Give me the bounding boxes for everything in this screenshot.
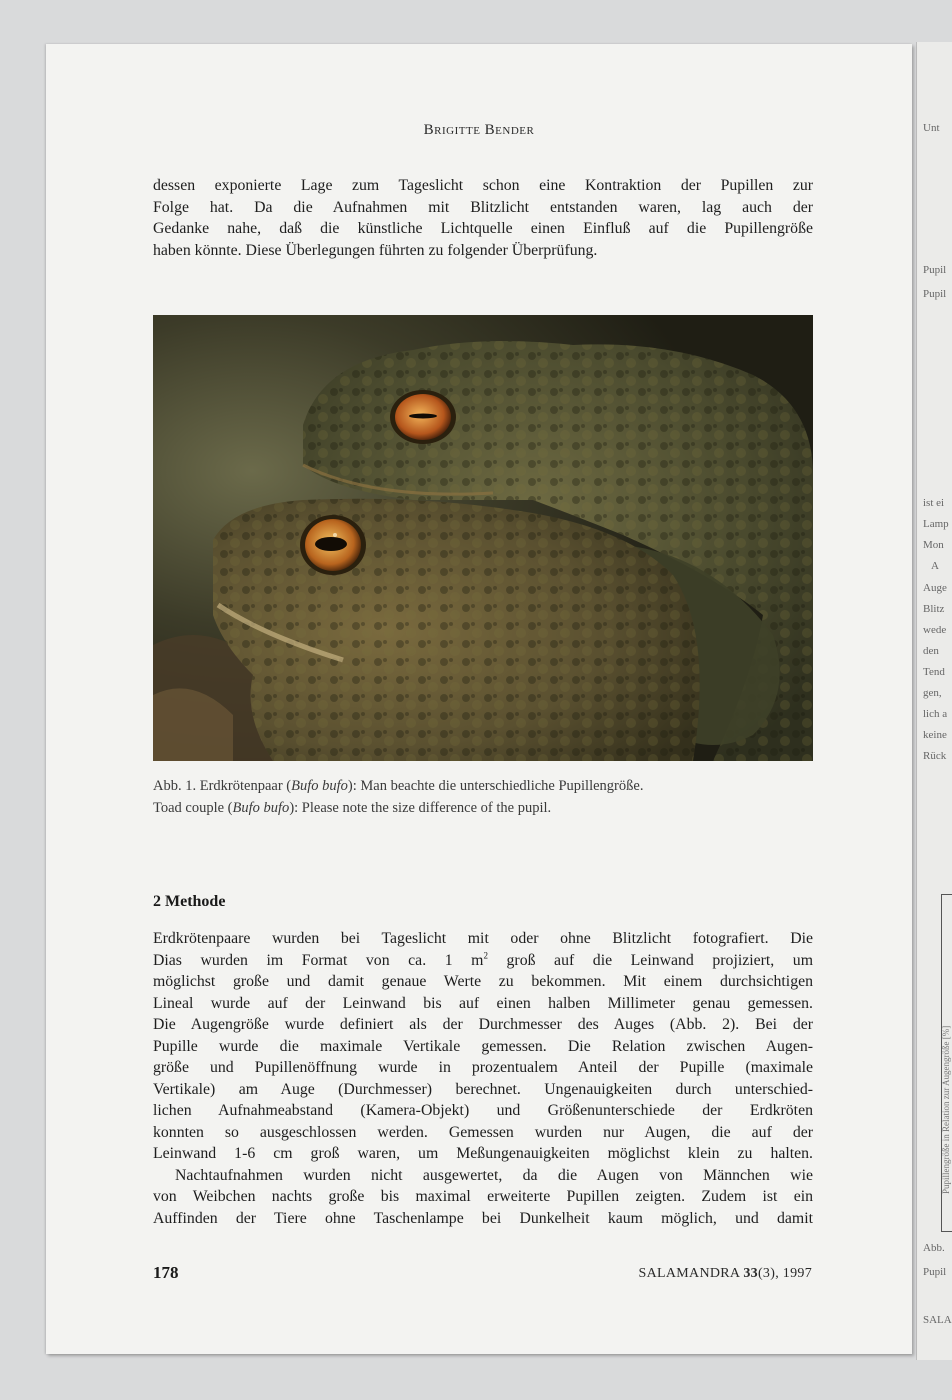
intro-paragraph <box>153 175 813 261</box>
method-paragraph <box>153 928 813 1229</box>
facing-page-fragment: ist ei <box>923 497 945 509</box>
journal-page <box>46 44 912 1354</box>
caption-text: Toad couple ( <box>153 800 233 816</box>
superscript: 2 <box>483 950 488 961</box>
text-fragment: Dias wurden im Format von ca. 1 m <box>153 951 484 969</box>
caption-text: Abb. 1. Erdkrötenpaar ( <box>153 778 292 794</box>
facing-page-fragment: Unt <box>923 122 940 134</box>
facing-page-fragment: Auge <box>923 582 947 594</box>
facing-page-fragment: Rück <box>923 750 947 762</box>
page-number: 178 <box>153 1263 179 1282</box>
journal-name: SALAMANDRA <box>638 1266 744 1281</box>
text-line: von Weibchen nachts große bis maximal erweiterte Pupillen zeigten. Zudem ist ein <box>153 1188 813 1205</box>
facing-chart-axis-label: Pupillengröße in Relation zur Augengröße [%] <box>941 1025 951 1194</box>
facing-page-fragment: keine <box>923 729 947 741</box>
toad-couple-photo <box>153 315 813 761</box>
species-name: Bufo bufo <box>232 800 290 816</box>
text-fragment: groß auf die Leinwand projiziert, um <box>487 951 813 969</box>
facing-page-fragment: lich a <box>923 708 948 720</box>
text-line <box>153 950 813 972</box>
facing-page-fragment: Abb. <box>923 1242 945 1254</box>
facing-page-fragment: Pupil <box>923 264 947 276</box>
caption-text: ): Please note the size difference of the pupil. <box>289 800 552 816</box>
text-line: Auffinden der Tiere ohne Taschenlampe bei Dunkelheit kaum möglich, und damit <box>153 1209 813 1227</box>
text-line: Die Augengröße wurde definiert als der Durchmesser des Auges (Abb. 2). Bei der <box>153 1016 813 1033</box>
facing-page-fragment: Blitz <box>923 603 945 615</box>
facing-page-fragment: Lamp <box>923 518 949 530</box>
text-line: konnten so ausgeschlossen werden. Gemessen wurden nur Augen, die auf der <box>153 1123 813 1141</box>
caption-german <box>153 775 813 797</box>
journal-volume: 33 <box>743 1266 758 1281</box>
journal-citation <box>639 1266 812 1282</box>
text-line: größe und Pupillenöffnung wurde in prozentualem Anteil der Pupille (maximale <box>153 1059 813 1076</box>
running-header: Brigitte Bender <box>423 122 535 138</box>
text-line: haben könnte. Diese Überlegungen führten zu folgender Überprüfung. <box>153 241 598 259</box>
facing-page-fragment: A <box>931 560 939 572</box>
facing-page-fragment: Mon <box>923 539 944 551</box>
text-line: Leinwand 1-6 cm groß waren, um Meßungenauigkeiten möglichst klein zu halten. <box>153 1145 813 1162</box>
facing-page-fragment: Tend <box>923 666 945 678</box>
facing-page-fragment: SALA <box>923 1314 952 1326</box>
species-name: Bufo bufo <box>291 778 348 794</box>
facing-page-fragment: den <box>923 645 939 657</box>
text-line: Lineal wurde auf der Leinwand bis auf einen halben Millimeter genau gemessen. <box>153 994 813 1012</box>
text-line: möglichst große und damit genaue Werte zu bekommen. Mit einem durchsichtigen <box>153 973 813 990</box>
section-heading: 2 Methode <box>153 893 226 910</box>
facing-page-fragment: Pupil <box>923 1266 947 1278</box>
facing-page-fragment: gen, <box>923 687 942 699</box>
facing-page-fragment: Pupil <box>923 288 947 300</box>
text-line: Folge hat. Da die Aufnahmen mit Blitzlicht entstanden waren, lag auch der <box>153 198 813 216</box>
facing-page-fragment: wede <box>923 624 947 636</box>
text-line: lichen Aufnahmeabstand (Kamera-Objekt) und Größenunterschiede der Erdkröten <box>153 1102 813 1119</box>
facing-page-edge <box>916 42 952 1360</box>
text-line: Erdkrötenpaare wurden bei Tageslicht mit oder ohne Blitzlicht fotografiert. Die <box>153 930 813 947</box>
text-line: Vertikale) am Auge (Durchmesser) berechnet. Ungenauigkeiten durch unterschied- <box>153 1080 813 1098</box>
text-line: Pupille wurde die maximale Vertikale gemessen. Die Relation zwischen Augen- <box>153 1037 813 1055</box>
caption-english <box>153 797 813 819</box>
journal-issue: (3), 1997 <box>757 1266 812 1281</box>
caption-text: ): Man beachte die unterschiedliche Pupillengröße. <box>347 778 644 794</box>
text-line: Gedanke nahe, daß die künstliche Lichtquelle einen Einfluß auf die Pupillengröße <box>153 220 813 237</box>
figure-caption <box>153 775 813 819</box>
text-line: dessen exponierte Lage zum Tageslicht schon eine Kontraktion der Pupillen zur <box>153 177 813 194</box>
text-line: Nachtaufnahmen wurden nicht ausgewertet, da die Augen von Männchen wie <box>175 1166 813 1184</box>
